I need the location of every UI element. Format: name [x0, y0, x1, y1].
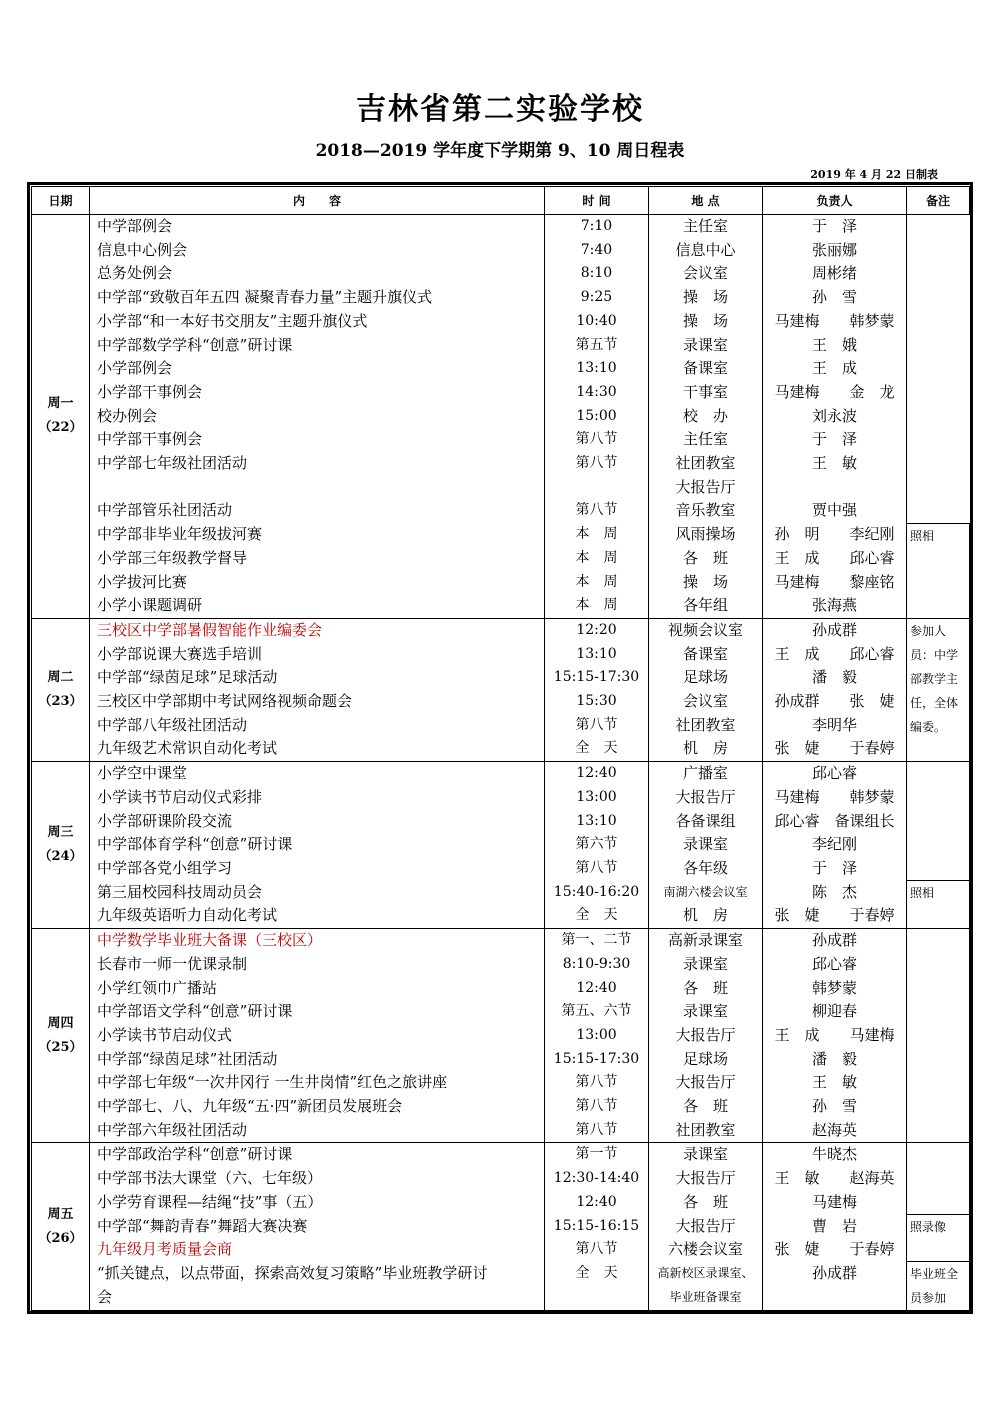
event-person: 张海燕 [763, 594, 907, 618]
table-row [32, 499, 970, 523]
event-time: 13:10 [545, 643, 649, 667]
event-person: 潘 毅 [763, 1048, 907, 1072]
event-content: 小学部干事例会 [90, 381, 545, 405]
table-row [32, 881, 970, 905]
event-content: 中学部八年级社团活动 [90, 714, 545, 738]
event-time: 全 天 [545, 737, 649, 761]
event-place: 高新校区录课室、 [649, 1262, 763, 1286]
event-time: 13:00 [545, 786, 649, 810]
event-person: 邱心睿 [763, 762, 907, 786]
table-row [32, 1262, 970, 1286]
event-content: 小学读书节启动仪式彩排 [90, 786, 545, 810]
header-row [32, 187, 970, 215]
note-cell: 照录像 [907, 1215, 970, 1262]
header-place: 地 点 [649, 187, 763, 215]
event-person: 贾中强 [763, 499, 907, 523]
event-time [545, 476, 649, 500]
table-row [32, 1286, 970, 1311]
event-place: 主任室 [649, 428, 763, 452]
event-person: 陈 杰 [763, 881, 907, 905]
event-time: 第八节 [545, 1238, 649, 1262]
event-place: 各 班 [649, 1095, 763, 1119]
event-person: 马建梅 金 龙 [763, 381, 907, 405]
table-row [32, 737, 970, 761]
event-person: 邱心睿 备课组长 [763, 810, 907, 834]
day-cell [32, 618, 90, 761]
event-person: 孙 雪 [763, 1095, 907, 1119]
note-cell: 参加人员：中学部教学主任，全体编委。 [907, 618, 970, 761]
event-content: 长春市一师一优课录制 [90, 953, 545, 977]
event-content: 信息中心例会 [90, 239, 545, 263]
table-row [32, 786, 970, 810]
event-content: “抓关键点，以点带面，探索高效复习策略”毕业班教学研讨 [90, 1262, 545, 1286]
event-person: 王 敏 [763, 452, 907, 476]
event-person: 牛晓杰 [763, 1143, 907, 1167]
event-time: 第八节 [545, 499, 649, 523]
event-content: 第三届校园科技周动员会 [90, 881, 545, 905]
event-time: 全 天 [545, 904, 649, 928]
event-place: 社团教室 [649, 452, 763, 476]
event-place: 录课室 [649, 1000, 763, 1024]
table-row [32, 1095, 970, 1119]
event-place: 校 办 [649, 405, 763, 429]
event-time [545, 1286, 649, 1311]
event-content: 中学部七年级社团活动 [90, 452, 545, 476]
event-place: 广播室 [649, 762, 763, 786]
event-time: 第八节 [545, 714, 649, 738]
table-row [32, 643, 970, 667]
event-place: 足球场 [649, 1048, 763, 1072]
event-content: 小学部三年级教学督导 [90, 547, 545, 571]
table-row [32, 929, 970, 953]
event-place: 备课室 [649, 357, 763, 381]
note-cell: 毕业班全员参加 [907, 1262, 970, 1311]
event-time: 8:10-9:30 [545, 953, 649, 977]
event-time: 8:10 [545, 262, 649, 286]
event-time: 第一节 [545, 1143, 649, 1167]
table-row [32, 714, 970, 738]
event-content: 会 [90, 1286, 545, 1311]
event-person: 韩梦蒙 [763, 977, 907, 1001]
event-content: 九年级月考质量会商 [90, 1238, 545, 1262]
event-place: 操 场 [649, 310, 763, 334]
header-time: 时 间 [545, 187, 649, 215]
event-content: 九年级英语听力自动化考试 [90, 904, 545, 928]
event-place: 大报告厅 [649, 1167, 763, 1191]
table-row [32, 953, 970, 977]
schedule-subtitle: 2018—2019 学年度下学期第 9、10 周日程表 [315, 141, 685, 161]
table-row [32, 594, 970, 618]
event-time: 10:40 [545, 310, 649, 334]
event-person: 马建梅 韩梦蒙 [763, 310, 907, 334]
event-person: 赵海英 [763, 1119, 907, 1143]
event-time: 15:15-16:15 [545, 1215, 649, 1239]
event-place: 各年组 [649, 594, 763, 618]
event-time: 第八节 [545, 428, 649, 452]
table-row [32, 334, 970, 358]
event-person: 孙成群 张 婕 [763, 690, 907, 714]
event-person: 马建梅 韩梦蒙 [763, 786, 907, 810]
event-time: 本 周 [545, 594, 649, 618]
event-person: 潘 毅 [763, 666, 907, 690]
event-place: 录课室 [649, 953, 763, 977]
school-title: 吉林省第二实验学校 [356, 92, 644, 127]
event-place: 音乐教室 [649, 499, 763, 523]
event-content: 校办例会 [90, 405, 545, 429]
table-row [32, 523, 970, 547]
table-row [32, 857, 970, 881]
event-person: 周彬绪 [763, 262, 907, 286]
day-label: 周一 [47, 396, 74, 412]
event-content: 中学数学毕业班大备课（三校区） [90, 929, 545, 953]
table-row [32, 1238, 970, 1262]
event-place: 干事室 [649, 381, 763, 405]
note-cell [907, 1143, 970, 1215]
event-time: 本 周 [545, 547, 649, 571]
event-place: 信息中心 [649, 239, 763, 263]
event-person: 王 成 [763, 357, 907, 381]
event-time: 第五节 [545, 334, 649, 358]
table-row [32, 977, 970, 1001]
header-person: 负责人 [763, 187, 907, 215]
note-cell: 照相 [907, 881, 970, 929]
event-place: 南湖六楼会议室 [649, 881, 763, 905]
event-time: 15:40-16:20 [545, 881, 649, 905]
event-time: 15:30 [545, 690, 649, 714]
day-cell [32, 762, 90, 929]
event-place: 高新录课室 [649, 929, 763, 953]
event-person: 张 婕 于春婷 [763, 904, 907, 928]
event-content: 小学小课题调研 [90, 594, 545, 618]
event-time: 第一、二节 [545, 929, 649, 953]
note-cell [907, 929, 970, 1143]
event-time: 本 周 [545, 523, 649, 547]
event-person: 马建梅 [763, 1191, 907, 1215]
event-time: 第八节 [545, 1071, 649, 1095]
event-person: 张丽娜 [763, 239, 907, 263]
event-time: 本 周 [545, 571, 649, 595]
table-row [32, 690, 970, 714]
event-content: 中学部“舞韵青春”舞蹈大赛决赛 [90, 1215, 545, 1239]
event-place: 录课室 [649, 833, 763, 857]
event-person: 刘永波 [763, 405, 907, 429]
event-person: 孙 雪 [763, 286, 907, 310]
header-day: 日期 [32, 187, 90, 215]
event-person: 孙成群 [763, 1262, 907, 1286]
event-person [763, 476, 907, 500]
day-date: （26） [38, 1230, 83, 1246]
event-content [90, 476, 545, 500]
event-place: 社团教室 [649, 1119, 763, 1143]
event-time: 15:00 [545, 405, 649, 429]
schedule-table [31, 186, 970, 1311]
event-content: 小学空中课堂 [90, 762, 545, 786]
event-time: 12:40 [545, 762, 649, 786]
event-time: 第六节 [545, 833, 649, 857]
event-time: 14:30 [545, 381, 649, 405]
table-row [32, 310, 970, 334]
table-row [32, 381, 970, 405]
table-row [32, 476, 970, 500]
event-place: 大报告厅 [649, 786, 763, 810]
event-content: 中学部例会 [90, 215, 545, 239]
event-content: 小学部“和一本好书交朋友”主题升旗仪式 [90, 310, 545, 334]
table-row [32, 1000, 970, 1024]
table-row [32, 1119, 970, 1143]
event-place: 各 班 [649, 1191, 763, 1215]
event-time: 全 天 [545, 1262, 649, 1286]
event-person: 王 敏 [763, 1071, 907, 1095]
event-person: 王 成 马建梅 [763, 1024, 907, 1048]
event-content: 小学部说课大赛选手培训 [90, 643, 545, 667]
event-place: 录课室 [649, 1143, 763, 1167]
table-row [32, 1215, 970, 1239]
event-time: 13:00 [545, 1024, 649, 1048]
event-content: 中学部干事例会 [90, 428, 545, 452]
event-time: 12:30-14:40 [545, 1167, 649, 1191]
event-person: 张 婕 于春婷 [763, 737, 907, 761]
event-time: 15:15-17:30 [545, 666, 649, 690]
event-time: 第八节 [545, 1119, 649, 1143]
table-row [32, 1191, 970, 1215]
day-cell [32, 215, 90, 619]
event-content: 中学部七、八、九年级“五·四”新团员发展班会 [90, 1095, 545, 1119]
event-time: 13:10 [545, 357, 649, 381]
table-row [32, 215, 970, 239]
table-row [32, 762, 970, 786]
event-person: 于 泽 [763, 857, 907, 881]
event-content: 中学部管乐社团活动 [90, 499, 545, 523]
event-person: 李纪刚 [763, 833, 907, 857]
event-time: 9:25 [545, 286, 649, 310]
event-place: 各 班 [649, 547, 763, 571]
table-row [32, 1048, 970, 1072]
day-label: 周二 [47, 670, 74, 686]
event-content: 小学拔河比赛 [90, 571, 545, 595]
table-row [32, 666, 970, 690]
table-row [32, 618, 970, 642]
event-time: 15:15-17:30 [545, 1048, 649, 1072]
day-date: （23） [38, 694, 83, 710]
day-date: （25） [38, 1039, 83, 1055]
table-row [32, 239, 970, 263]
table-row [32, 262, 970, 286]
event-place: 机 房 [649, 737, 763, 761]
event-time: 7:10 [545, 215, 649, 239]
event-place: 大报告厅 [649, 1215, 763, 1239]
event-time: 12:40 [545, 1191, 649, 1215]
day-cell [32, 1143, 90, 1311]
event-place: 会议室 [649, 690, 763, 714]
event-person: 邱心睿 [763, 953, 907, 977]
event-place: 六楼会议室 [649, 1238, 763, 1262]
day-label: 周五 [47, 1206, 74, 1222]
event-place: 主任室 [649, 215, 763, 239]
event-person: 孙成群 [763, 929, 907, 953]
table-row [32, 833, 970, 857]
event-content: 中学部书法大课堂（六、七年级） [90, 1167, 545, 1191]
day-date: （24） [38, 849, 83, 865]
event-person: 柳迎春 [763, 1000, 907, 1024]
event-place: 社团教室 [649, 714, 763, 738]
event-place: 大报告厅 [649, 476, 763, 500]
table-row [32, 1024, 970, 1048]
event-person: 王 成 邱心睿 [763, 643, 907, 667]
event-person [763, 1286, 907, 1311]
event-person: 王 娥 [763, 334, 907, 358]
event-place: 各备课组 [649, 810, 763, 834]
event-content: 小学读书节启动仪式 [90, 1024, 545, 1048]
event-time: 第五、六节 [545, 1000, 649, 1024]
event-person: 王 成 邱心睿 [763, 547, 907, 571]
event-place: 操 场 [649, 571, 763, 595]
event-time: 第八节 [545, 857, 649, 881]
event-place: 各年级 [649, 857, 763, 881]
event-person: 孙 明 李纪刚 [763, 523, 907, 547]
event-place: 操 场 [649, 286, 763, 310]
day-label: 周三 [47, 825, 74, 841]
event-content: 中学部非毕业年级拔河赛 [90, 523, 545, 547]
event-content: 小学部研课阶段交流 [90, 810, 545, 834]
day-label: 周四 [47, 1015, 74, 1031]
event-content: 小学劳育课程—结绳“技”事（五） [90, 1191, 545, 1215]
event-content: 中学部“绿茵足球”足球活动 [90, 666, 545, 690]
table-row [32, 1143, 970, 1167]
event-place: 备课室 [649, 643, 763, 667]
event-place: 各 班 [649, 977, 763, 1001]
event-place: 录课室 [649, 334, 763, 358]
event-content: 小学红领巾广播站 [90, 977, 545, 1001]
event-person: 李明华 [763, 714, 907, 738]
note-cell [907, 762, 970, 881]
event-content: 中学部七年级“一次井冈行 一生井岗情”红色之旅讲座 [90, 1071, 545, 1095]
table-row [32, 904, 970, 928]
event-content: 三校区中学部期中考试网络视频命题会 [90, 690, 545, 714]
schedule-body [32, 215, 970, 1311]
event-place: 机 房 [649, 904, 763, 928]
event-place: 风雨操场 [649, 523, 763, 547]
table-row [32, 286, 970, 310]
event-person: 马建梅 黎座铭 [763, 571, 907, 595]
event-content: 中学部各党小组学习 [90, 857, 545, 881]
event-place: 会议室 [649, 262, 763, 286]
event-content: 中学部政治学科“创意”研讨课 [90, 1143, 545, 1167]
event-time: 13:10 [545, 810, 649, 834]
event-time: 第八节 [545, 1095, 649, 1119]
event-content: 三校区中学部暑假智能作业编委会 [90, 618, 545, 642]
table-row [32, 357, 970, 381]
event-person: 于 泽 [763, 428, 907, 452]
event-content: 中学部“绿茵足球”社团活动 [90, 1048, 545, 1072]
event-person: 张 婕 于春婷 [763, 1238, 907, 1262]
event-content: 九年级艺术常识自动化考试 [90, 737, 545, 761]
table-row [32, 810, 970, 834]
event-person: 孙成群 [763, 618, 907, 642]
event-place: 毕业班备课室 [649, 1286, 763, 1311]
header-content: 内 容 [90, 187, 545, 215]
table-row [32, 1167, 970, 1191]
day-date: （22） [38, 420, 83, 436]
made-date: 2019 年 4 月 22 日制表 [810, 168, 938, 181]
event-time: 第八节 [545, 452, 649, 476]
header-note: 备注 [907, 187, 970, 215]
event-content: 中学部体育学科“创意”研讨课 [90, 833, 545, 857]
event-content: 中学部数学学科“创意”研讨课 [90, 334, 545, 358]
event-content: 中学部六年级社团活动 [90, 1119, 545, 1143]
table-row [32, 452, 970, 476]
event-time: 7:40 [545, 239, 649, 263]
event-place: 足球场 [649, 666, 763, 690]
event-content: 中学部“致敬百年五四 凝聚青春力量”主题升旗仪式 [90, 286, 545, 310]
table-row [32, 428, 970, 452]
event-person: 曹 岩 [763, 1215, 907, 1239]
table-row [32, 405, 970, 429]
table-row [32, 547, 970, 571]
note-cell: 照相 [907, 523, 970, 618]
event-place: 大报告厅 [649, 1024, 763, 1048]
event-person: 于 泽 [763, 215, 907, 239]
day-cell [32, 929, 90, 1143]
event-person: 王 敏 赵海英 [763, 1167, 907, 1191]
event-place: 视频会议室 [649, 618, 763, 642]
event-content: 小学部例会 [90, 357, 545, 381]
event-content: 中学部语文学科“创意”研讨课 [90, 1000, 545, 1024]
event-time: 12:40 [545, 977, 649, 1001]
event-place: 大报告厅 [649, 1071, 763, 1095]
table-row [32, 1071, 970, 1095]
table-row [32, 571, 970, 595]
event-content: 总务处例会 [90, 262, 545, 286]
event-time: 12:20 [545, 618, 649, 642]
